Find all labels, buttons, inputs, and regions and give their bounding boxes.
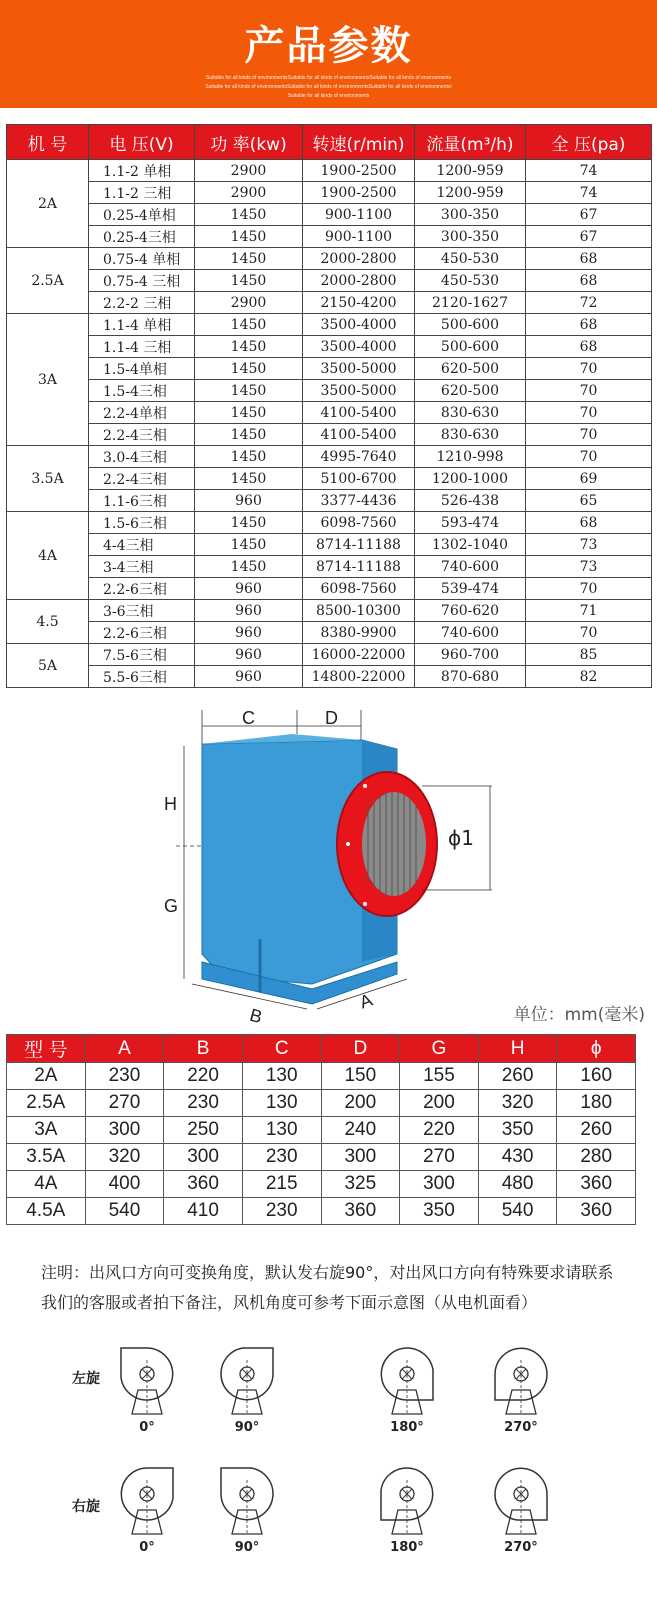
dim-cell: 200: [400, 1090, 479, 1117]
cell-pressure: 70: [526, 622, 652, 644]
note-line-1: 注明：出风口方向可变换角度，默认发右旋90°，对出风口方向有特殊要求请联系: [41, 1263, 614, 1282]
table-row: [7, 336, 652, 358]
left-rotation-label: 左旋: [72, 1371, 100, 1387]
dim-cell: 230: [242, 1144, 321, 1171]
right-angle-label-180: 180°: [390, 1540, 424, 1555]
note-line-2: 我们的客服或者拍下备注，风机角度可参考下面示意图（从电机面看）: [41, 1293, 538, 1312]
cell-power: 960: [195, 622, 303, 644]
dim-cell: 215: [242, 1171, 321, 1198]
table-row: [7, 534, 652, 556]
dim-header-7: ϕ: [557, 1035, 636, 1063]
dim-cell: 410: [164, 1198, 243, 1225]
left-rotation-0-diagram: [112, 1340, 182, 1415]
cell-flow: 526-438: [415, 490, 526, 512]
cell-flow: 740-600: [415, 556, 526, 578]
cell-flow: 1200-959: [415, 160, 526, 182]
cell-pressure: 70: [526, 446, 652, 468]
cell-model: 4.5: [7, 600, 89, 644]
cell-pressure: 68: [526, 512, 652, 534]
cell-speed: 3500-5000: [303, 380, 415, 402]
cell-speed: 3500-4000: [303, 336, 415, 358]
label-phi1: ϕ1: [448, 826, 474, 850]
table-row: [7, 512, 652, 534]
banner: [0, 0, 657, 108]
dim-cell: 230: [164, 1090, 243, 1117]
cell-power: 2900: [195, 182, 303, 204]
cell-flow: 539-474: [415, 578, 526, 600]
cell-speed: 16000-22000: [303, 644, 415, 666]
dim-cell: 155: [400, 1063, 479, 1090]
dim-cell: 300: [85, 1117, 164, 1144]
right-rotation-270-diagram: [486, 1460, 556, 1535]
cell-pressure: 68: [526, 336, 652, 358]
cell-speed: 2000-2800: [303, 270, 415, 292]
dim-cell: 130: [242, 1090, 321, 1117]
dim-cell: 360: [321, 1198, 400, 1225]
cell-speed: 1900-2500: [303, 182, 415, 204]
cell-voltage: 7.5-6三相: [89, 644, 195, 666]
cell-voltage: 1.5-4单相: [89, 358, 195, 380]
dim-cell: 3A: [7, 1117, 86, 1144]
right-angle-label-0: 0°: [139, 1540, 155, 1555]
cell-model: 4A: [7, 512, 89, 600]
cell-pressure: 67: [526, 204, 652, 226]
cell-flow: 1210-998: [415, 446, 526, 468]
dim-cell: 360: [557, 1171, 636, 1198]
dim-cell: 230: [85, 1063, 164, 1090]
cell-speed: 3500-5000: [303, 358, 415, 380]
dim-cell: 300: [321, 1144, 400, 1171]
cell-pressure: 73: [526, 556, 652, 578]
banner-subtitle-2: Suitable for all kinds of environmentsSuitable for all kinds of environmentsSuitable for all kinds of environments!: [205, 84, 452, 90]
left-angle-label-270: 270°: [504, 1420, 538, 1435]
cell-flow: 740-600: [415, 622, 526, 644]
cell-speed: 8714-11188: [303, 534, 415, 556]
cell-speed: 900-1100: [303, 226, 415, 248]
cell-speed: 4100-5400: [303, 402, 415, 424]
dim-cell: 320: [85, 1144, 164, 1171]
dim-header-4: D: [321, 1035, 400, 1063]
cell-power: 1450: [195, 380, 303, 402]
table-row: [7, 292, 652, 314]
header-model: 机 号: [7, 125, 89, 160]
dimension-table: [6, 1034, 636, 1225]
right-rotation-180-diagram: [372, 1460, 442, 1535]
table-row: [7, 1090, 636, 1117]
cell-voltage: 2.2-4单相: [89, 402, 195, 424]
cell-speed: 3377-4436: [303, 490, 415, 512]
cell-pressure: 68: [526, 314, 652, 336]
cell-power: 2900: [195, 160, 303, 182]
cell-pressure: 69: [526, 468, 652, 490]
cell-voltage: 2.2-6三相: [89, 578, 195, 600]
table-row: [7, 1171, 636, 1198]
cell-power: 1450: [195, 204, 303, 226]
header-power: 功 率(kw): [195, 125, 303, 160]
label-g: G: [164, 896, 179, 916]
table-row: [7, 1144, 636, 1171]
cell-speed: 3500-4000: [303, 314, 415, 336]
dim-cell: 160: [557, 1063, 636, 1090]
header-flow: 流量(m³/h): [415, 125, 526, 160]
label-d: D: [325, 708, 338, 728]
cell-model: 3A: [7, 314, 89, 446]
cell-flow: 830-630: [415, 402, 526, 424]
cell-voltage: 1.1-6三相: [89, 490, 195, 512]
dim-cell: 260: [478, 1063, 557, 1090]
cell-power: 1450: [195, 402, 303, 424]
right-angle-label-270: 270°: [504, 1540, 538, 1555]
cell-pressure: 70: [526, 578, 652, 600]
table-row: [7, 556, 652, 578]
cell-pressure: 85: [526, 644, 652, 666]
table-row: [7, 270, 652, 292]
cell-voltage: 1.1-2 三相: [89, 182, 195, 204]
cell-pressure: 70: [526, 380, 652, 402]
cell-flow: 960-700: [415, 644, 526, 666]
dim-cell: 130: [242, 1117, 321, 1144]
cell-voltage: 2.2-4三相: [89, 424, 195, 446]
cell-power: 960: [195, 490, 303, 512]
dim-cell: 2A: [7, 1063, 86, 1090]
cell-voltage: 0.25-4单相: [89, 204, 195, 226]
cell-speed: 4995-7640: [303, 446, 415, 468]
cell-power: 1450: [195, 226, 303, 248]
cell-pressure: 82: [526, 666, 652, 688]
cell-pressure: 74: [526, 160, 652, 182]
dim-cell: 325: [321, 1171, 400, 1198]
table-row: [7, 358, 652, 380]
cell-flow: 620-500: [415, 358, 526, 380]
dimension-body: [7, 1063, 636, 1225]
cell-voltage: 3-4三相: [89, 556, 195, 578]
cell-pressure: 71: [526, 600, 652, 622]
cell-voltage: 0.75-4 三相: [89, 270, 195, 292]
banner-subtitle-1: Suitable for all kinds of environmentsSuitable for all kinds of environmentsSuitable for all kinds of environments: [205, 75, 452, 81]
dim-cell: 130: [242, 1063, 321, 1090]
left-rotation-90-diagram: [212, 1340, 282, 1415]
dim-cell: 270: [85, 1090, 164, 1117]
cell-voltage: 1.5-4三相: [89, 380, 195, 402]
table-row: [7, 1198, 636, 1225]
cell-flow: 870-680: [415, 666, 526, 688]
cell-flow: 300-350: [415, 204, 526, 226]
cell-pressure: 70: [526, 402, 652, 424]
cell-flow: 1302-1040: [415, 534, 526, 556]
cell-voltage: 2.2-6三相: [89, 622, 195, 644]
dim-cell: 250: [164, 1117, 243, 1144]
cell-flow: 300-350: [415, 226, 526, 248]
table-row: [7, 578, 652, 600]
table-row: [7, 622, 652, 644]
left-angle-label-180: 180°: [390, 1420, 424, 1435]
cell-voltage: 0.25-4三相: [89, 226, 195, 248]
dim-cell: 220: [400, 1117, 479, 1144]
left-rotation-270-diagram: [486, 1340, 556, 1415]
cell-flow: 620-500: [415, 380, 526, 402]
dim-cell: 430: [478, 1144, 557, 1171]
cell-model: 2A: [7, 160, 89, 248]
dim-cell: 2.5A: [7, 1090, 86, 1117]
dim-cell: 270: [400, 1144, 479, 1171]
dim-cell: 300: [164, 1144, 243, 1171]
dim-cell: 3.5A: [7, 1144, 86, 1171]
dim-header-0: 型 号: [7, 1035, 86, 1063]
dim-cell: 300: [400, 1171, 479, 1198]
table-row: [7, 424, 652, 446]
right-rotation-label: 右旋: [72, 1499, 100, 1515]
cell-pressure: 67: [526, 226, 652, 248]
dim-header-1: A: [85, 1035, 164, 1063]
label-c: C: [242, 708, 255, 728]
table-row: [7, 644, 652, 666]
table-row: [7, 314, 652, 336]
cell-pressure: 68: [526, 248, 652, 270]
cell-power: 960: [195, 666, 303, 688]
bolt: [363, 902, 367, 906]
label-a: A: [356, 989, 376, 1013]
cell-voltage: 0.75-4 单相: [89, 248, 195, 270]
cell-model: 3.5A: [7, 446, 89, 512]
cell-model: 2.5A: [7, 248, 89, 314]
dim-cell: 4.5A: [7, 1198, 86, 1225]
cell-voltage: 2.2-4三相: [89, 468, 195, 490]
performance-header-row: [7, 125, 652, 160]
dimension-header-row: [7, 1035, 636, 1063]
cell-flow: 593-474: [415, 512, 526, 534]
cell-power: 1450: [195, 556, 303, 578]
dim-header-6: H: [478, 1035, 557, 1063]
performance-body: [7, 160, 652, 688]
table-row: [7, 446, 652, 468]
cell-flow: 450-530: [415, 248, 526, 270]
cell-power: 1450: [195, 512, 303, 534]
left-rotation-180-diagram: [372, 1340, 442, 1415]
dim-cell: 350: [400, 1198, 479, 1225]
cell-power: 2900: [195, 292, 303, 314]
dim-cell: 540: [478, 1198, 557, 1225]
dim-cell: 180: [557, 1090, 636, 1117]
dim-cell: 540: [85, 1198, 164, 1225]
cell-voltage: 2.2-2 三相: [89, 292, 195, 314]
dim-cell: 260: [557, 1117, 636, 1144]
cell-speed: 2000-2800: [303, 248, 415, 270]
cell-voltage: 5.5-6三相: [89, 666, 195, 688]
right-rotation-0-diagram: [112, 1460, 182, 1535]
left-angle-label-90: 90°: [234, 1420, 260, 1435]
dim-cell: 240: [321, 1117, 400, 1144]
table-row: [7, 1117, 636, 1144]
cell-speed: 8380-9900: [303, 622, 415, 644]
cell-flow: 760-620: [415, 600, 526, 622]
dim-cell: 350: [478, 1117, 557, 1144]
bolt: [363, 784, 367, 788]
cell-pressure: 68: [526, 270, 652, 292]
banner-subtitle-3: Suitable for all kinds of environments: [287, 93, 370, 99]
cell-speed: 14800-22000: [303, 666, 415, 688]
header-pressure: 全 压(pa): [526, 125, 652, 160]
table-row: [7, 204, 652, 226]
cell-voltage: 1.1-4 三相: [89, 336, 195, 358]
label-b: B: [247, 1004, 265, 1028]
table-row: [7, 600, 652, 622]
right-rotation-90-diagram: [212, 1460, 282, 1535]
dim-cell: 360: [164, 1171, 243, 1198]
cell-flow: 1200-959: [415, 182, 526, 204]
left-angle-label-0: 0°: [139, 1420, 155, 1435]
cell-speed: 900-1100: [303, 204, 415, 226]
cell-speed: 1900-2500: [303, 160, 415, 182]
cell-pressure: 65: [526, 490, 652, 512]
cell-power: 960: [195, 578, 303, 600]
unit-label: 单位：mm(毫米): [513, 1005, 645, 1025]
banner-title: 产品参数: [244, 23, 413, 69]
dim-header-3: C: [242, 1035, 321, 1063]
cell-pressure: 74: [526, 182, 652, 204]
note: [41, 1258, 641, 1318]
table-row: [7, 666, 652, 688]
dim-cell: 400: [85, 1171, 164, 1198]
table-row: [7, 182, 652, 204]
dim-cell: 220: [164, 1063, 243, 1090]
cell-power: 1450: [195, 468, 303, 490]
cell-power: 1450: [195, 358, 303, 380]
cell-power: 1450: [195, 314, 303, 336]
cell-speed: 6098-7560: [303, 512, 415, 534]
cell-model: 5A: [7, 644, 89, 688]
dim-cell: 320: [478, 1090, 557, 1117]
cell-power: 1450: [195, 446, 303, 468]
table-row: [7, 402, 652, 424]
table-row: [7, 248, 652, 270]
cell-voltage: 3.0-4三相: [89, 446, 195, 468]
header-speed: 转速(r/min): [303, 125, 415, 160]
label-h: H: [164, 794, 177, 814]
dim-header-5: G: [400, 1035, 479, 1063]
cell-speed: 8714-11188: [303, 556, 415, 578]
cell-flow: 500-600: [415, 336, 526, 358]
dim-cell: 230: [242, 1198, 321, 1225]
cell-power: 960: [195, 644, 303, 666]
cell-flow: 1200-1000: [415, 468, 526, 490]
cell-flow: 450-530: [415, 270, 526, 292]
table-row: [7, 160, 652, 182]
cell-flow: 500-600: [415, 314, 526, 336]
dim-cell: 280: [557, 1144, 636, 1171]
cell-voltage: 3-6三相: [89, 600, 195, 622]
cell-power: 1450: [195, 270, 303, 292]
dim-cell: 150: [321, 1063, 400, 1090]
cell-voltage: 4-4三相: [89, 534, 195, 556]
cell-speed: 5100-6700: [303, 468, 415, 490]
cell-power: 1450: [195, 336, 303, 358]
cell-voltage: 1.1-4 单相: [89, 314, 195, 336]
dim-header-2: B: [164, 1035, 243, 1063]
cell-speed: 2150-4200: [303, 292, 415, 314]
cell-power: 1450: [195, 248, 303, 270]
cell-pressure: 73: [526, 534, 652, 556]
performance-table: [6, 124, 652, 688]
table-row: [7, 468, 652, 490]
cell-power: 1450: [195, 534, 303, 556]
dim-cell: 360: [557, 1198, 636, 1225]
cell-pressure: 72: [526, 292, 652, 314]
cell-power: 1450: [195, 424, 303, 446]
dim-cell: 200: [321, 1090, 400, 1117]
cell-speed: 8500-10300: [303, 600, 415, 622]
dim-cell: 4A: [7, 1171, 86, 1198]
cell-speed: 6098-7560: [303, 578, 415, 600]
bolt: [346, 842, 350, 846]
cell-voltage: 1.5-6三相: [89, 512, 195, 534]
cell-speed: 4100-5400: [303, 424, 415, 446]
table-row: [7, 1063, 636, 1090]
table-row: [7, 226, 652, 248]
header-voltage: 电 压(V): [89, 125, 195, 160]
table-row: [7, 490, 652, 512]
cell-power: 960: [195, 600, 303, 622]
cell-pressure: 70: [526, 424, 652, 446]
cell-flow: 830-630: [415, 424, 526, 446]
cell-flow: 2120-1627: [415, 292, 526, 314]
cell-voltage: 1.1-2 单相: [89, 160, 195, 182]
table-row: [7, 380, 652, 402]
right-angle-label-90: 90°: [234, 1540, 260, 1555]
fan-diagram: [162, 704, 507, 1029]
cell-pressure: 70: [526, 358, 652, 380]
dim-cell: 480: [478, 1171, 557, 1198]
